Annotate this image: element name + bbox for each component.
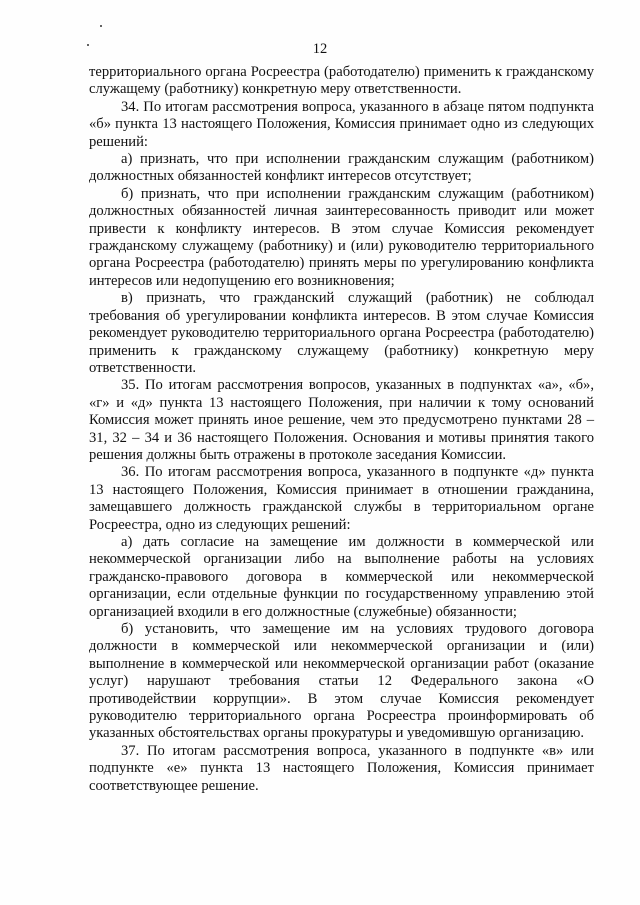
paragraph: территориального органа Росреестра (работодателю) применить к гражданскому служащему (работнику) конкретную меру ответственности. (89, 64, 594, 98)
page-number: 12 (312, 41, 328, 57)
paragraph: 34. По итогам рассмотрения вопроса, указанного в абзаце пятом подпункта «б» пункта 13 настоящего Положения, Комиссия принимает одно из следующих решений: (89, 98, 594, 150)
scan-speck (100, 25, 102, 27)
paragraph: б) установить, что замещение им на условиях трудового договора должности в коммерческой или некоммерческой организации и (или) выполнение в коммерческой или некоммерческой организации работ (оказание услуг) нарушают требования статьи 12 Федерального закона «О противодействии коррупции». В этом случае Комиссия рекомендует руководителю территориального органа Росреестра проинформировать об указанных обстоятельствах органы прокуратуры и уведомившую организацию. (89, 621, 594, 742)
paragraph: 37. По итогам рассмотрения вопроса, указанного в подпункте «в» или подпункте «е» пункта 13 настоящего Положения, Комиссия принимает соответствующее решение. (89, 742, 594, 794)
paragraph: 36. По итогам рассмотрения вопроса, указанного в подпункте «д» пункта 13 настоящего Положения, Комиссия принимает в отношении гражданина, замещавшего должность гражданской службы в территориальном органе Росреестра, одно из следующих решений: (89, 464, 594, 533)
paragraph: а) дать согласие на замещение им должности в коммерческой или некоммерческой организации либо на выполнение работы на условиях гражданско-правового договора в коммерческой или некоммерческой организации, если отдельные функции по государственному управлению этой организацией входили в его должностные (служебные) обязанности; (89, 533, 594, 620)
body-text (89, 64, 594, 795)
paragraph: а) признать, что при исполнении гражданским служащим (работником) должностных обязанностей конфликт интересов отсутствует; (89, 151, 594, 185)
paragraph: 35. По итогам рассмотрения вопросов, указанных в подпунктах «а», «б», «г» и «д» пункта 13 настоящего Положения, при наличии к тому оснований Комиссия может принять иное решение, чем это предусмотрено пунктами 28 – 31, 32 – 34 и 36 настоящего Положения. Основания и мотивы принятия такого решения должны быть отражены в протоколе заседания Комиссии. (89, 377, 594, 463)
paragraph: в) признать, что гражданский служащий (работник) не соблюдал требования об урегулировании конфликта интересов. В этом случае Комиссия рекомендует руководителю территориального органа Росреестра (работодателю) применить к гражданскому служащему (работнику) конкретную меру ответственности. (89, 290, 594, 376)
paragraph: б) признать, что при исполнении гражданским служащим (работником) должностных обязанностей личная заинтересованность приводит или может привести к конфликту интересов. В этом случае Комиссия рекомендует гражданскому служащему (работнику) и (или) руководителю территориального органа Росреестра (работодателю) принять меры по урегулированию конфликта интересов или недопущению его возникновения; (89, 185, 594, 289)
